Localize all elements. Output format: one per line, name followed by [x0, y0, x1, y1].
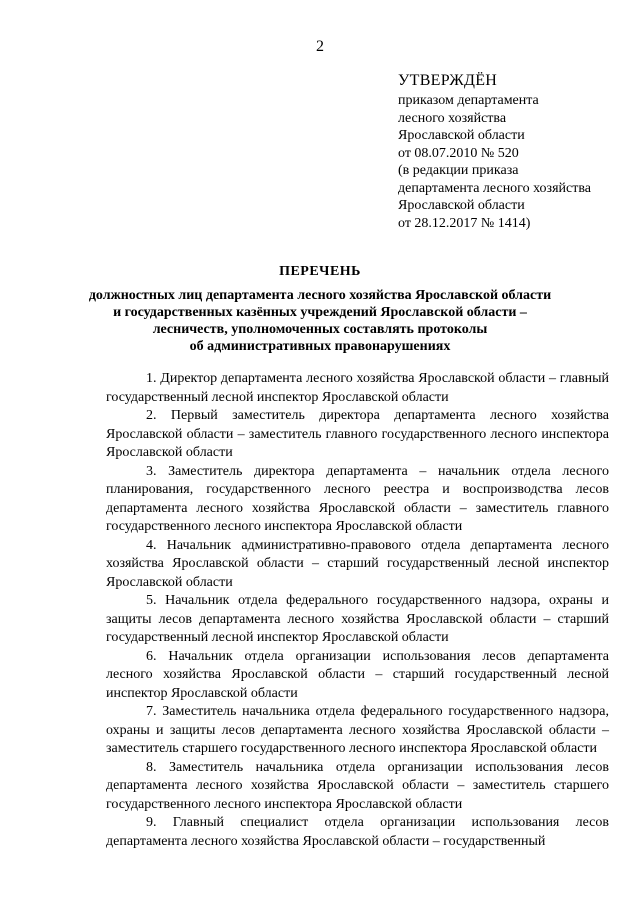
- list-item: 5. Начальник отдела федерального государственного надзора, охраны и защиты лесов департамента лесного хозяйства Ярославской области – старший государственный лесной инспектор Ярославской области: [106, 593, 609, 645]
- approval-line: департамента лесного хозяйства: [398, 180, 591, 196]
- list-item: 8. Заместитель начальника отдела организации использования лесов департамента лесного хозяйства Ярославской области – заместитель старшего государственного лесного инспектора Ярославской области: [106, 759, 609, 812]
- list-item: 3. Заместитель директора департамента – начальник отдела лесного планирования, государственного лесного реестра и воспроизводства лесов департамента лесного хозяйства Ярославской области – заместитель главного государственного лесного инспектора Ярославской области: [106, 463, 609, 534]
- page-number: 2: [316, 38, 324, 55]
- document-subtitle-line: должностных лиц департамента лесного хозяйства Ярославской области: [88, 288, 552, 303]
- list-item: 4. Начальник административно-правового отдела департамента лесного хозяйства Ярославской области – старший государственный лесной инспектор Ярославской области: [106, 537, 609, 590]
- approval-line: Ярославской области: [398, 128, 525, 143]
- positions-list: [106, 370, 609, 851]
- document-subtitle-line: лесничеств, уполномоченных составлять протоколы: [152, 322, 488, 337]
- list-item: 1. Директор департамента лесного хозяйства Ярославской области – главный государственный лесной инспектор Ярославской области: [106, 371, 609, 405]
- list-item: 6. Начальник отдела организации использования лесов департамента лесного хозяйства Ярославской области – старший государственный лесной инспектор Ярославской области: [106, 648, 609, 701]
- document-heading: [0, 263, 640, 355]
- document-subtitle-line: и государственных казённых учреждений Ярославской области –: [113, 305, 527, 320]
- document-title: ПЕРЕЧЕНЬ: [279, 264, 361, 279]
- list-item: 2. Первый заместитель директора департамента лесного хозяйства Ярославской области – заместитель главного государственного лесного инспектора Ярославской области: [106, 408, 609, 460]
- approval-line: (в редакции приказа: [398, 163, 519, 178]
- approval-line: лесного хозяйства: [398, 110, 507, 126]
- approval-line: приказом департамента: [398, 93, 539, 108]
- list-item: 7. Заместитель начальника отдела федерального государственного надзора, охраны и защиты лесов департамента лесного хозяйства Ярославской области – заместитель старшего государственного лесного инспектора Ярославской области: [106, 704, 609, 756]
- document-subtitle-line: об административных правонарушениях: [189, 339, 451, 354]
- approval-line: от 08.07.2010 № 520: [398, 145, 519, 161]
- list-item: 9. Главный специалист отдела организации использования лесов департамента лесного хозяйства Ярославской области – государственный: [106, 815, 609, 849]
- approval-line: Ярославской области: [398, 198, 525, 213]
- approval-line: от 28.12.2017 № 1414): [398, 215, 531, 231]
- approval-block: [398, 72, 630, 232]
- approval-title: УТВЕРЖДЁН: [398, 72, 498, 89]
